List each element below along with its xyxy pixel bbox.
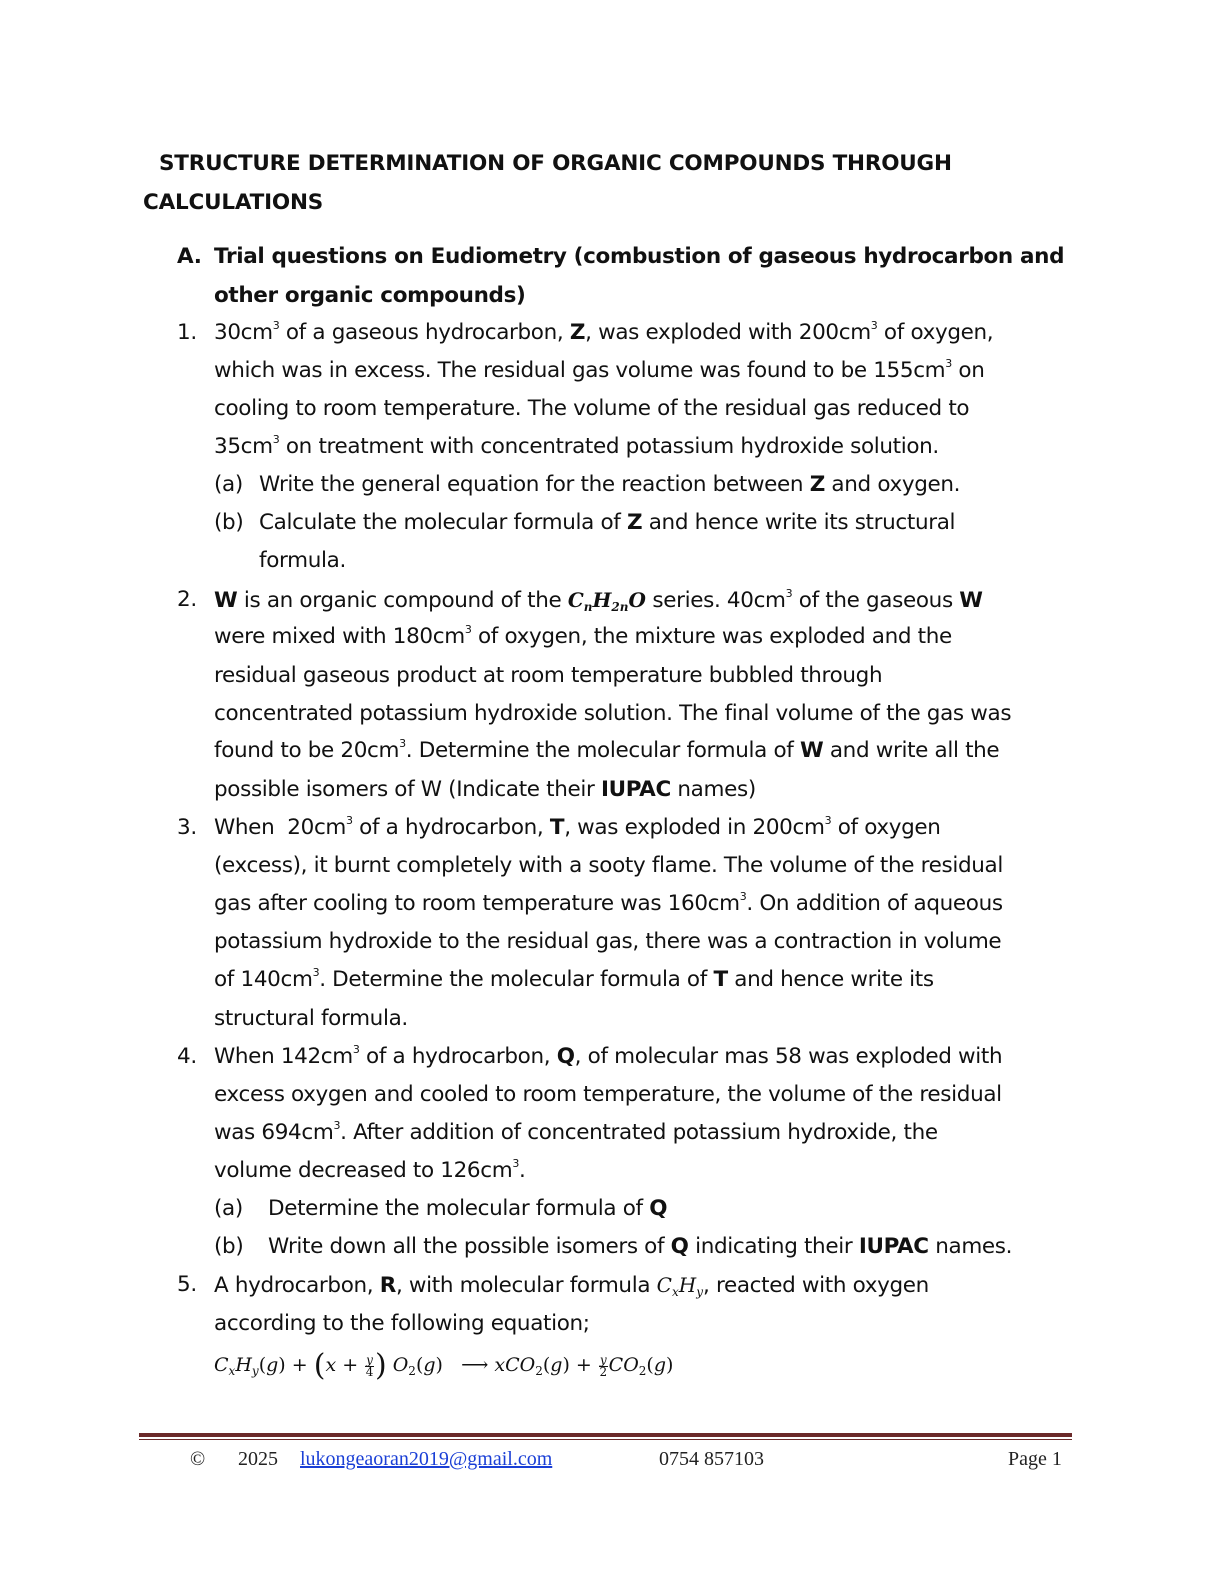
page-title xyxy=(143,144,1043,222)
subquestion-text: Calculate the molecular formula of Z and hence write its structural xyxy=(259,510,956,535)
formula-cxhy: $C_xH_y$ xyxy=(656,1273,703,1299)
question-1-line: $30cm^3$ of a gaseous hydrocarbon, Z, was exploded with $200cm^3$ of oxygen, xyxy=(214,319,994,345)
footer-divider xyxy=(139,1433,1072,1437)
question-1-line: cooling to room temperature. The volume of the residual gas reduced to xyxy=(214,396,970,421)
subquestion-text: Determine the molecular formula of Q xyxy=(268,1196,668,1221)
footer-email[interactable] xyxy=(300,1445,552,1473)
question-number: 1. xyxy=(177,320,197,345)
title-line-2: CALCULATIONS xyxy=(143,190,324,215)
section-heading-line-1: Trial questions on Eudiometry (combustion of gaseous hydrocarbon and xyxy=(214,244,1065,269)
subquestion-label: (b) xyxy=(214,510,244,535)
footer-year: 2025 xyxy=(238,1448,278,1470)
question-2-line: were mixed with $180cm^3$ of oxygen, the mixture was exploded and the xyxy=(214,623,952,649)
subquestion-text: Write the general equation for the reaction between Z and oxygen. xyxy=(259,472,961,497)
question-4-line: When $142cm^3$ of a hydrocarbon, Q, of molecular mas 58 was exploded with xyxy=(214,1043,1003,1069)
footer-copyright: © xyxy=(190,1448,206,1470)
question-number: 5. xyxy=(177,1272,197,1297)
question-2-line: possible isomers of W (Indicate their IUPAC names) xyxy=(214,777,756,802)
title-line-1: STRUCTURE DETERMINATION OF ORGANIC COMPOUNDS THROUGH xyxy=(159,151,952,176)
footer-divider-thin xyxy=(139,1439,1072,1440)
subquestion-label: (a) xyxy=(214,1196,243,1221)
question-number: 4. xyxy=(177,1044,197,1069)
question-4-line: excess oxygen and cooled to room temperature, the volume of the residual xyxy=(214,1082,1002,1107)
question-2-line: concentrated potassium hydroxide solution. The final volume of the gas was xyxy=(214,701,1012,726)
combustion-equation: $C_xH_y(g) + (x$ + $\frac{y}{4}$ ) $O_2(g)$ ⟶ xCO$_2$(g) + $\frac{y}{2}$ $CO_2(g)$ xyxy=(214,1348,674,1383)
footer-phone: 0754 857103 xyxy=(659,1448,764,1470)
question-3-line: potassium hydroxide to the residual gas, there was a contraction in volume xyxy=(214,929,1002,954)
question-number: 3. xyxy=(177,815,197,840)
question-1-line: $35cm^3$ on treatment with concentrated potassium hydroxide solution. xyxy=(214,433,939,459)
question-3-line: gas after cooling to room temperature was $160cm^3$. On addition of aqueous xyxy=(214,890,1003,916)
subquestion-label: (b) xyxy=(214,1234,244,1259)
question-3-line: When $20cm^3$ of a hydrocarbon, T, was exploded in $200cm^3$ of oxygen xyxy=(214,814,941,840)
question-3-line: (excess), it burnt completely with a sooty flame. The volume of the residual xyxy=(214,853,1003,878)
question-number: 2. xyxy=(177,587,197,612)
question-1-line: which was in excess. The residual gas volume was found to be $155cm^3$ on xyxy=(214,357,985,383)
email-link[interactable]: lukongeaoran2019@gmail.com xyxy=(300,1448,553,1470)
formula-cnh2no: $C_nH_{2n}O$ xyxy=(567,588,646,614)
footer-page-number: Page 1 xyxy=(1008,1448,1062,1470)
question-4-line: volume decreased to $126cm^3$. xyxy=(214,1157,526,1183)
question-3-line: of $140cm^3$. Determine the molecular formula of T and hence write its xyxy=(214,966,934,992)
subquestion-text: Write down all the possible isomers of Q indicating their IUPAC names. xyxy=(268,1234,1013,1259)
question-2-line: found to be $20cm^3$. Determine the molecular formula of W and write all the xyxy=(214,737,1000,763)
question-5-line: according to the following equation; xyxy=(214,1311,590,1336)
section-heading-line-2: other organic compounds) xyxy=(214,283,526,308)
subquestion-text: formula. xyxy=(259,548,346,573)
subquestion-label: (a) xyxy=(214,472,243,497)
question-2-line: residual gaseous product at room temperature bubbled through xyxy=(214,663,883,688)
question-5-line: A hydrocarbon, R, with molecular formula $C_xH_y$, reacted with oxygen xyxy=(214,1273,929,1299)
section-marker: A. xyxy=(177,244,202,269)
question-3-line: structural formula. xyxy=(214,1006,408,1031)
question-4-line: was $694cm^3$. After addition of concentrated potassium hydroxide, the xyxy=(214,1119,938,1145)
question-2-line: W is an organic compound of the $C_nH_{2n}O$ series. $40cm^3$ of the gaseous W xyxy=(214,587,983,614)
